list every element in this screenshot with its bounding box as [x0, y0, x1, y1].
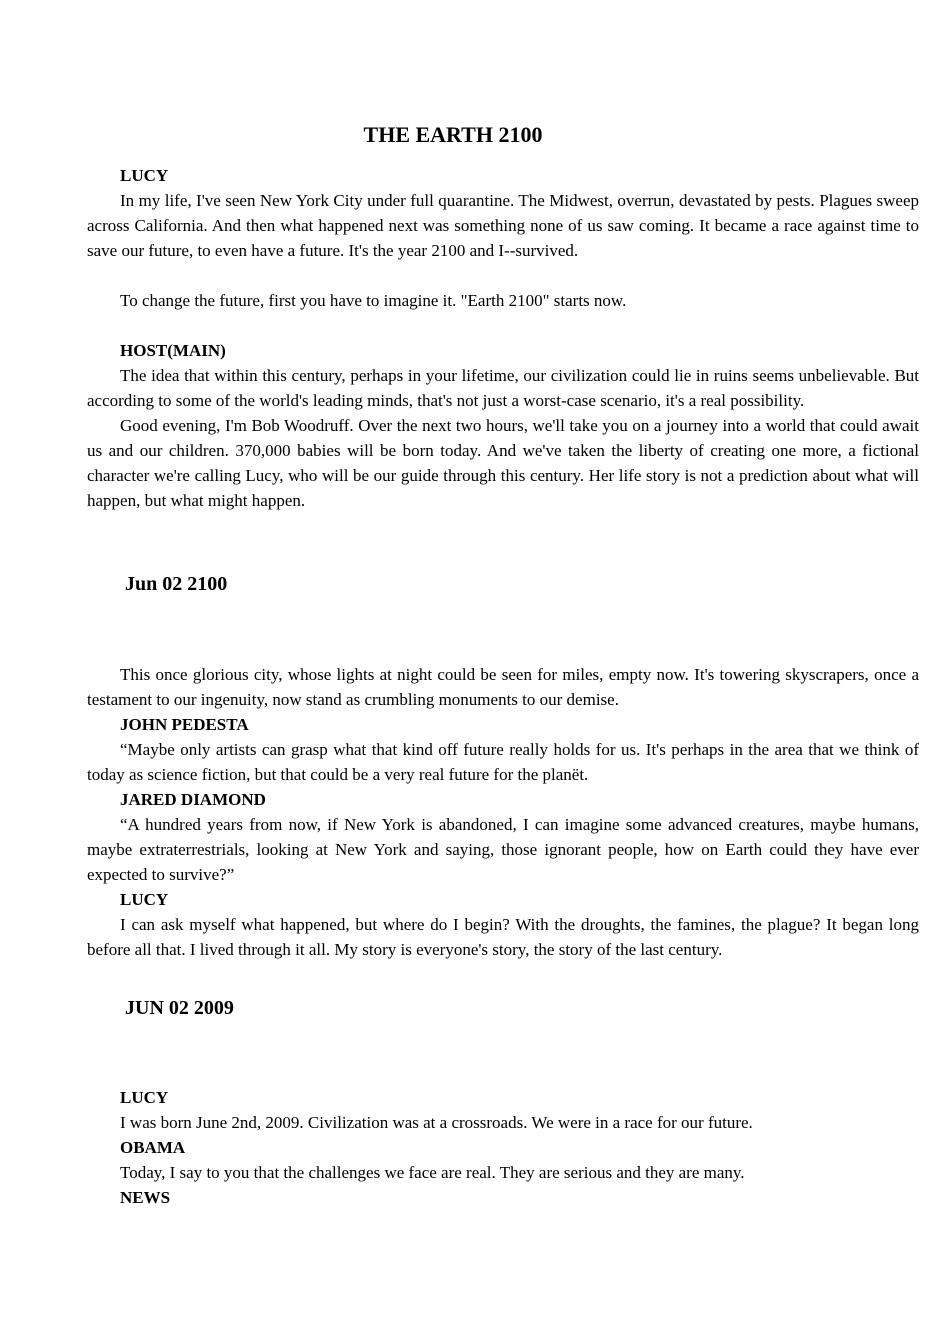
- section-intro: [87, 163, 919, 263]
- document-title: THE EARTH 2100: [363, 122, 543, 147]
- speaker-label: LUCY: [120, 166, 169, 185]
- dialogue-paragraph: To change the future, first you have to imagine it. "Earth 2100" starts now.: [120, 291, 627, 310]
- speaker-label: NEWS: [120, 1188, 171, 1207]
- section-2100: [87, 662, 919, 962]
- dialogue-paragraph: “Maybe only artists can grasp what that kind off future really holds for us. It's perhaps in the area that we think of today as science fiction, but that could be a very real future for the planët.: [87, 740, 919, 784]
- scene-date-heading: Jun 02 2100: [125, 573, 228, 595]
- dialogue-line: Today, I say to you that the challenges we face are real. They are serious and they are many.: [120, 1163, 745, 1182]
- scene-date-heading: JUN 02 2009: [125, 997, 234, 1019]
- speaker-label: JOHN PEDESTA: [120, 715, 249, 734]
- dialogue-line: I was born June 2nd, 2009. Civilization was at a crossroads. We were in a race for our future.: [120, 1113, 753, 1132]
- speaker-label: HOST(MAIN): [120, 341, 226, 360]
- dialogue-paragraph: In my life, I've seen New York City under full quarantine. The Midwest, overrun, devastated by pests. Plagues sweep across California. And then what happened next was something none of us saw coming. It became a race against time to save our future, to even have a future. It's the year 2100 and I--survived.: [87, 191, 919, 260]
- speaker-label: LUCY: [120, 890, 169, 909]
- speaker-label: LUCY: [120, 1088, 169, 1107]
- dialogue-paragraph: I can ask myself what happened, but where do I begin? With the droughts, the famines, the plague? It began long before all that. I lived through it all. My story is everyone's story, the story of the last century.: [87, 915, 919, 959]
- dialogue-paragraph: “A hundred years from now, if New York is abandoned, I can imagine some advanced creatures, maybe humans, maybe extraterrestrials, looking at New York and saying, those ignorant people, how on Earth could they have ever expected to survive?”: [87, 815, 919, 884]
- dialogue-paragraph: The idea that within this century, perhaps in your lifetime, our civilization could lie in ruins seems unbelievable. But according to some of the world's leading minds, that's not just a worst-case scenario, it's a real possibility.: [87, 366, 919, 410]
- section-host: [87, 338, 919, 513]
- dialogue-paragraph: Good evening, I'm Bob Woodruff. Over the next two hours, we'll take you on a journey into a world that could await us and our children. 370,000 babies will be born today. And we've taken the liberty of creating one more, a fictional character we're calling Lucy, who will be our guide through this century. Her life story is not a prediction about what will happen, but what might happen.: [87, 416, 919, 510]
- section-2009: [87, 1085, 919, 1210]
- dialogue-paragraph: This once glorious city, whose lights at night could be seen for miles, empty now. It's towering skyscrapers, once a testament to our ingenuity, now stand as crumbling monuments to our demise.: [87, 665, 919, 709]
- speaker-label: JARED DIAMOND: [120, 790, 266, 809]
- section-intro-2: [87, 288, 919, 313]
- speaker-label: OBAMA: [120, 1138, 186, 1157]
